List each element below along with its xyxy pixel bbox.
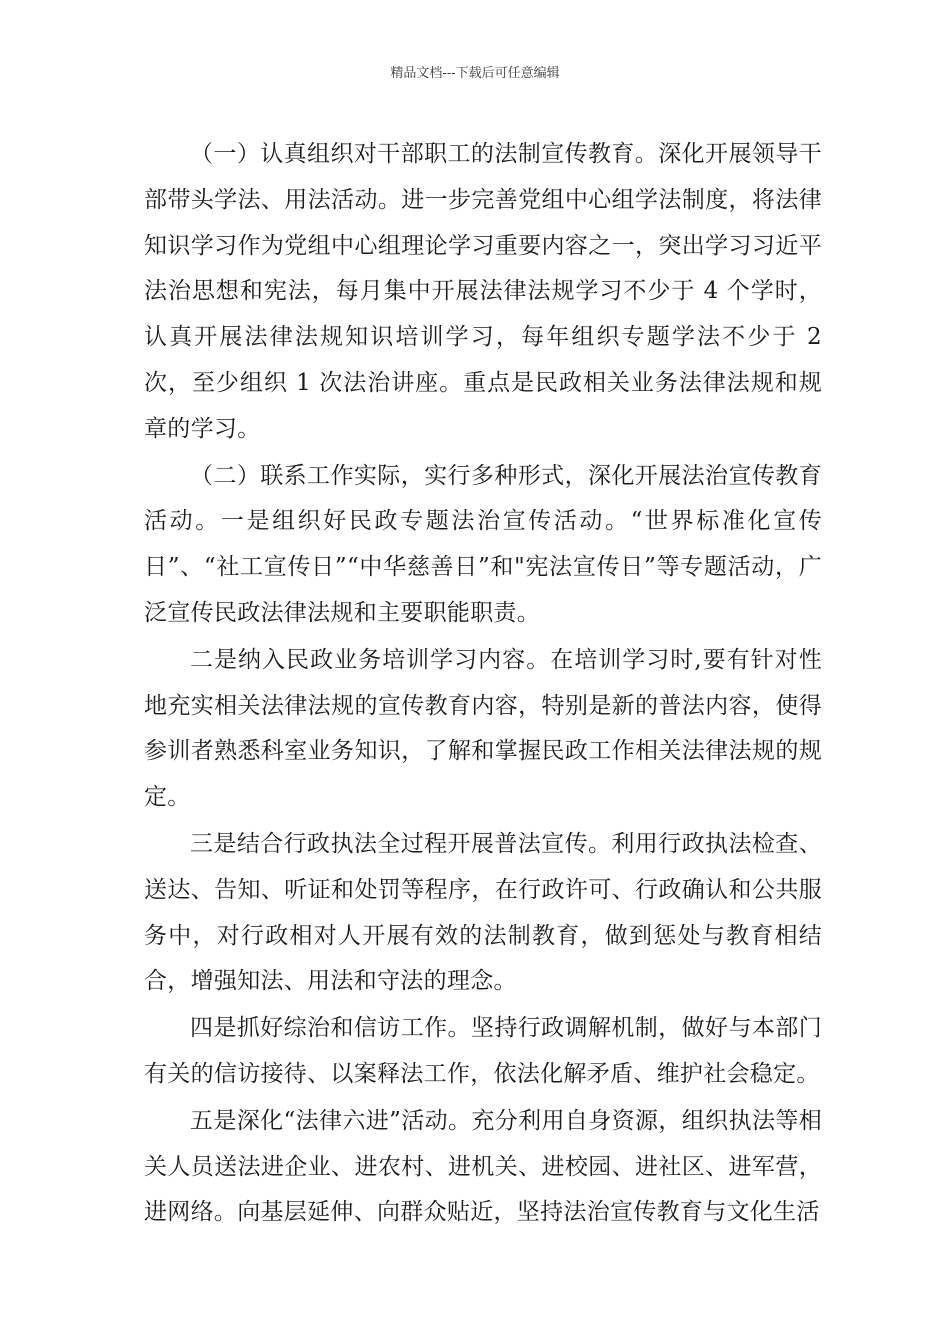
paragraph-4: 三是结合行政执法全过程开展普法宣传。利用行政执法检查、送达、告知、听证和处罚等程序，在行政许可、行政确认和公共服务中，对行政相对人开展有效的法制教育，做到惩处与教育相结合，增强知法、用法和守法的理念。 xyxy=(144,830,822,995)
paragraph-6: 五是深化“法律六进”活动。充分利用自身资源，组织执法等相关人员送法进企业、进农村、进机关、进校园、进社区、进军营，进网络。向基层延伸、向群众贴近，坚持法治宣传教育与文化生活 xyxy=(144,1107,822,1226)
paragraph-2: （二）联系工作实际，实行多种形式，深化开展法治宣传教育活动。一是组织好民政专题法治宣传活动。“世界标准化宣传日”、“社工宣传日”“中华慈善日”和"宪法宣传日”等专题活动，广泛宣传民政法律法规和主要职能职责。 xyxy=(144,462,822,626)
page-header: 精品文档---下载后可任意编辑 xyxy=(390,66,560,81)
paragraph-1: （一）认真组织对干部职工的法制宣传教育。深化开展领导干部带头学法、用法活动。进一步完善党组中心组学法制度，将法律知识学习作为党组中心组理论学习重要内容之一，突出学习习近平法治思想和宪法，每月集中开展法律法规学习不少于 4 个学时，认真开展法律法规知识培训学习，每年组织专题学法不少于 2 次，至少组织 1 次法治讲座。重点是民政相关业务法律法规和规章的学习。 xyxy=(144,141,822,442)
paragraph-5: 四是抓好综治和信访工作。坚持行政调解机制，做好与本部门有关的信访接待、以案释法工作，依法化解矛盾、维护社会稳定。 xyxy=(144,1015,822,1087)
document-body xyxy=(144,132,822,1236)
paragraph-3: 二是纳入民政业务培训学习内容。在培训学习时,要有针对性地充实相关法律法规的宣传教育内容，特别是新的普法内容，使得参训者熟悉科室业务知识，了解和掌握民政工作相关法律法规的规定。 xyxy=(144,646,822,811)
